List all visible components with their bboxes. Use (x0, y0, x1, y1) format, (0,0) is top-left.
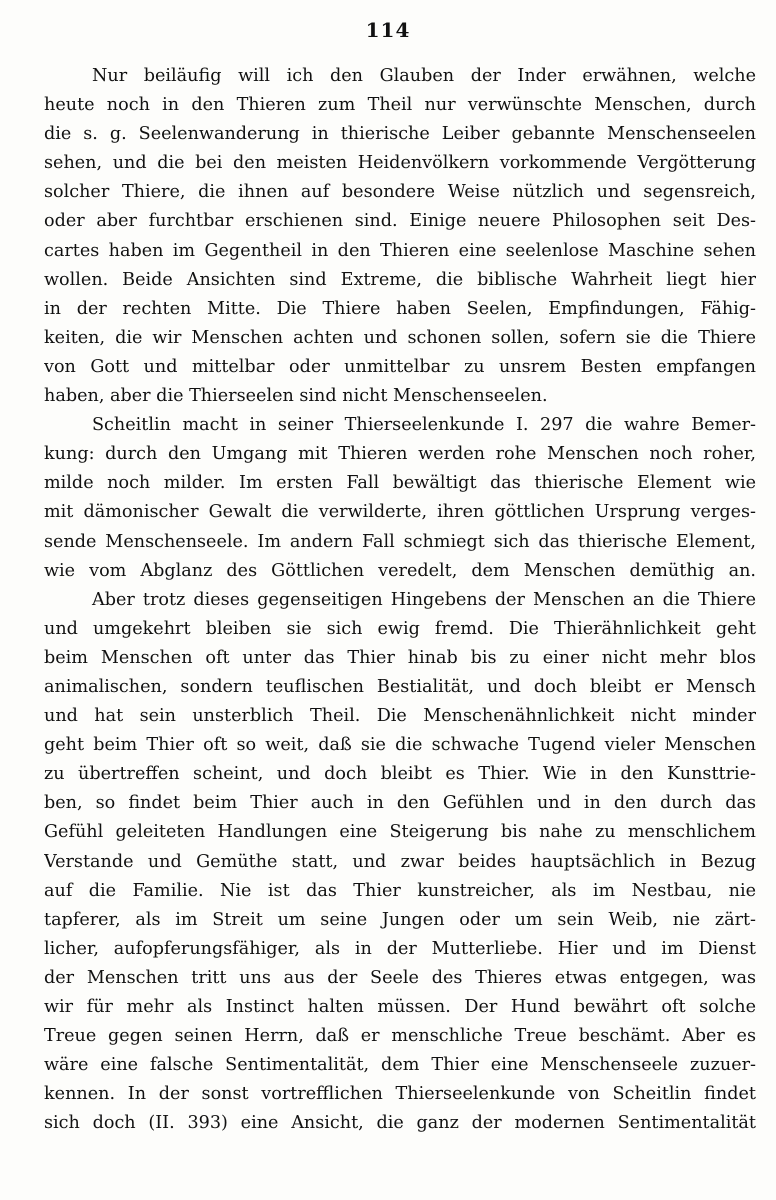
text-line: haben, aber die Thierseelen sind nicht Menschenseelen. (44, 386, 548, 407)
text-line: der Menschen tritt uns aus der Seele des Thieres etwas entgegen, was (44, 967, 756, 988)
paragraph-2 (44, 411, 756, 586)
text-line: milde noch milder. Im ersten Fall bewältigt das thierische Element wie (44, 473, 756, 494)
text-line: licher, aufopferungsfähiger, als in der Mutterliebe. Hier und im Dienst (44, 938, 756, 959)
text-line: geht beim Thier oft so weit, daß sie die schwache Tugend vieler Menschen (44, 735, 756, 756)
page-number: 114 (365, 18, 411, 42)
text-line: wie vom Abglanz des Göttlichen veredelt, dem Menschen demüthig an. (44, 560, 756, 581)
text-line: solcher Thiere, die ihnen auf besondere Weise nützlich und segensreich, (44, 182, 756, 203)
text-line: kennen. In der sonst vortrefflichen Thierseelenkunde von Scheitlin findet (44, 1084, 756, 1105)
body-text (44, 62, 756, 1138)
text-line: wir für mehr als Instinct halten müssen. Der Hund bewährt oft solche (44, 997, 756, 1017)
text-line: animalischen, sondern teuflischen Bestialität, und doch bleibt er Mensch (44, 676, 756, 697)
text-line: zu übertreffen scheint, und doch bleibt es Thier. Wie in den Kunsttrie- (44, 764, 756, 785)
text-line: und hat sein unsterblich Theil. Die Menschenähnlichkeit nicht minder (44, 706, 756, 727)
text-line: Verstande und Gemüthe statt, und zwar beides hauptsächlich in Bezug (44, 851, 756, 872)
text-line: Treue gegen seinen Herrn, daß er menschliche Treue beschämt. Aber es (44, 1026, 756, 1047)
text-line: in der rechten Mitte. Die Thiere haben Seelen, Empfindungen, Fähig- (44, 298, 756, 319)
text-line: heute noch in den Thieren zum Theil nur verwünschte Menschen, durch (44, 95, 756, 116)
text-line: sehen, und die bei den meisten Heidenvölkern vorkommende Vergötterung (44, 153, 756, 174)
text-line: wäre eine falsche Sentimentalität, dem Thier eine Menschenseele zuzuer- (44, 1055, 756, 1076)
text-line: die s. g. Seelenwanderung in thierische Leiber gebannte Menschenseelen (44, 124, 756, 145)
text-line: und umgekehrt bleiben sie sich ewig fremd. Die Thierähnlichkeit geht (44, 618, 756, 639)
text-line: tapferer, als im Streit um seine Jungen oder um sein Weib, nie zärt- (44, 909, 756, 930)
text-line: oder aber furchtbar erschienen sind. Einige neuere Philosophen seit Des- (44, 211, 756, 232)
text-line: Scheitlin macht in seiner Thierseelenkunde I. 297 die wahre Bemer- (92, 415, 756, 436)
text-line: Nur beiläufig will ich den Glauben der Inder erwähnen, welche (92, 66, 756, 86)
text-line: Aber trotz dieses gegenseitigen Hingebens der Menschen an die Thiere (92, 589, 756, 610)
paragraph-3 (44, 586, 756, 1139)
text-line: auf die Familie. Nie ist das Thier kunstreicher, als im Nestbau, nie (44, 880, 756, 901)
text-line: wollen. Beide Ansichten sind Extreme, die biblische Wahrheit liegt hier (44, 269, 756, 290)
text-line: sende Menschenseele. Im andern Fall schmiegt sich das thierische Element, (44, 531, 756, 552)
text-line: kung: durch den Umgang mit Thieren werden rohe Menschen noch roher, (44, 444, 756, 465)
text-line: cartes haben im Gegentheil in den Thieren eine seelenlose Maschine sehen (44, 240, 756, 261)
text-line: ben, so findet beim Thier auch in den Gefühlen und in den durch das (44, 793, 756, 814)
text-line: beim Menschen oft unter das Thier hinab bis zu einer nicht mehr blos (44, 647, 756, 668)
text-line: keiten, die wir Menschen achten und schonen sollen, sofern sie die Thiere (44, 327, 756, 348)
paragraph-1 (44, 62, 756, 411)
text-line: sich doch (II. 393) eine Ansicht, die ganz der modernen Sentimentalität (44, 1113, 756, 1134)
text-line: von Gott und mittelbar oder unmittelbar zu unsrem Besten empfangen (44, 356, 756, 377)
text-line: mit dämonischer Gewalt die verwilderte, ihren göttlichen Ursprung verges- (44, 502, 756, 523)
text-line: Gefühl geleiteten Handlungen eine Steigerung bis nahe zu menschlichem (44, 822, 756, 843)
